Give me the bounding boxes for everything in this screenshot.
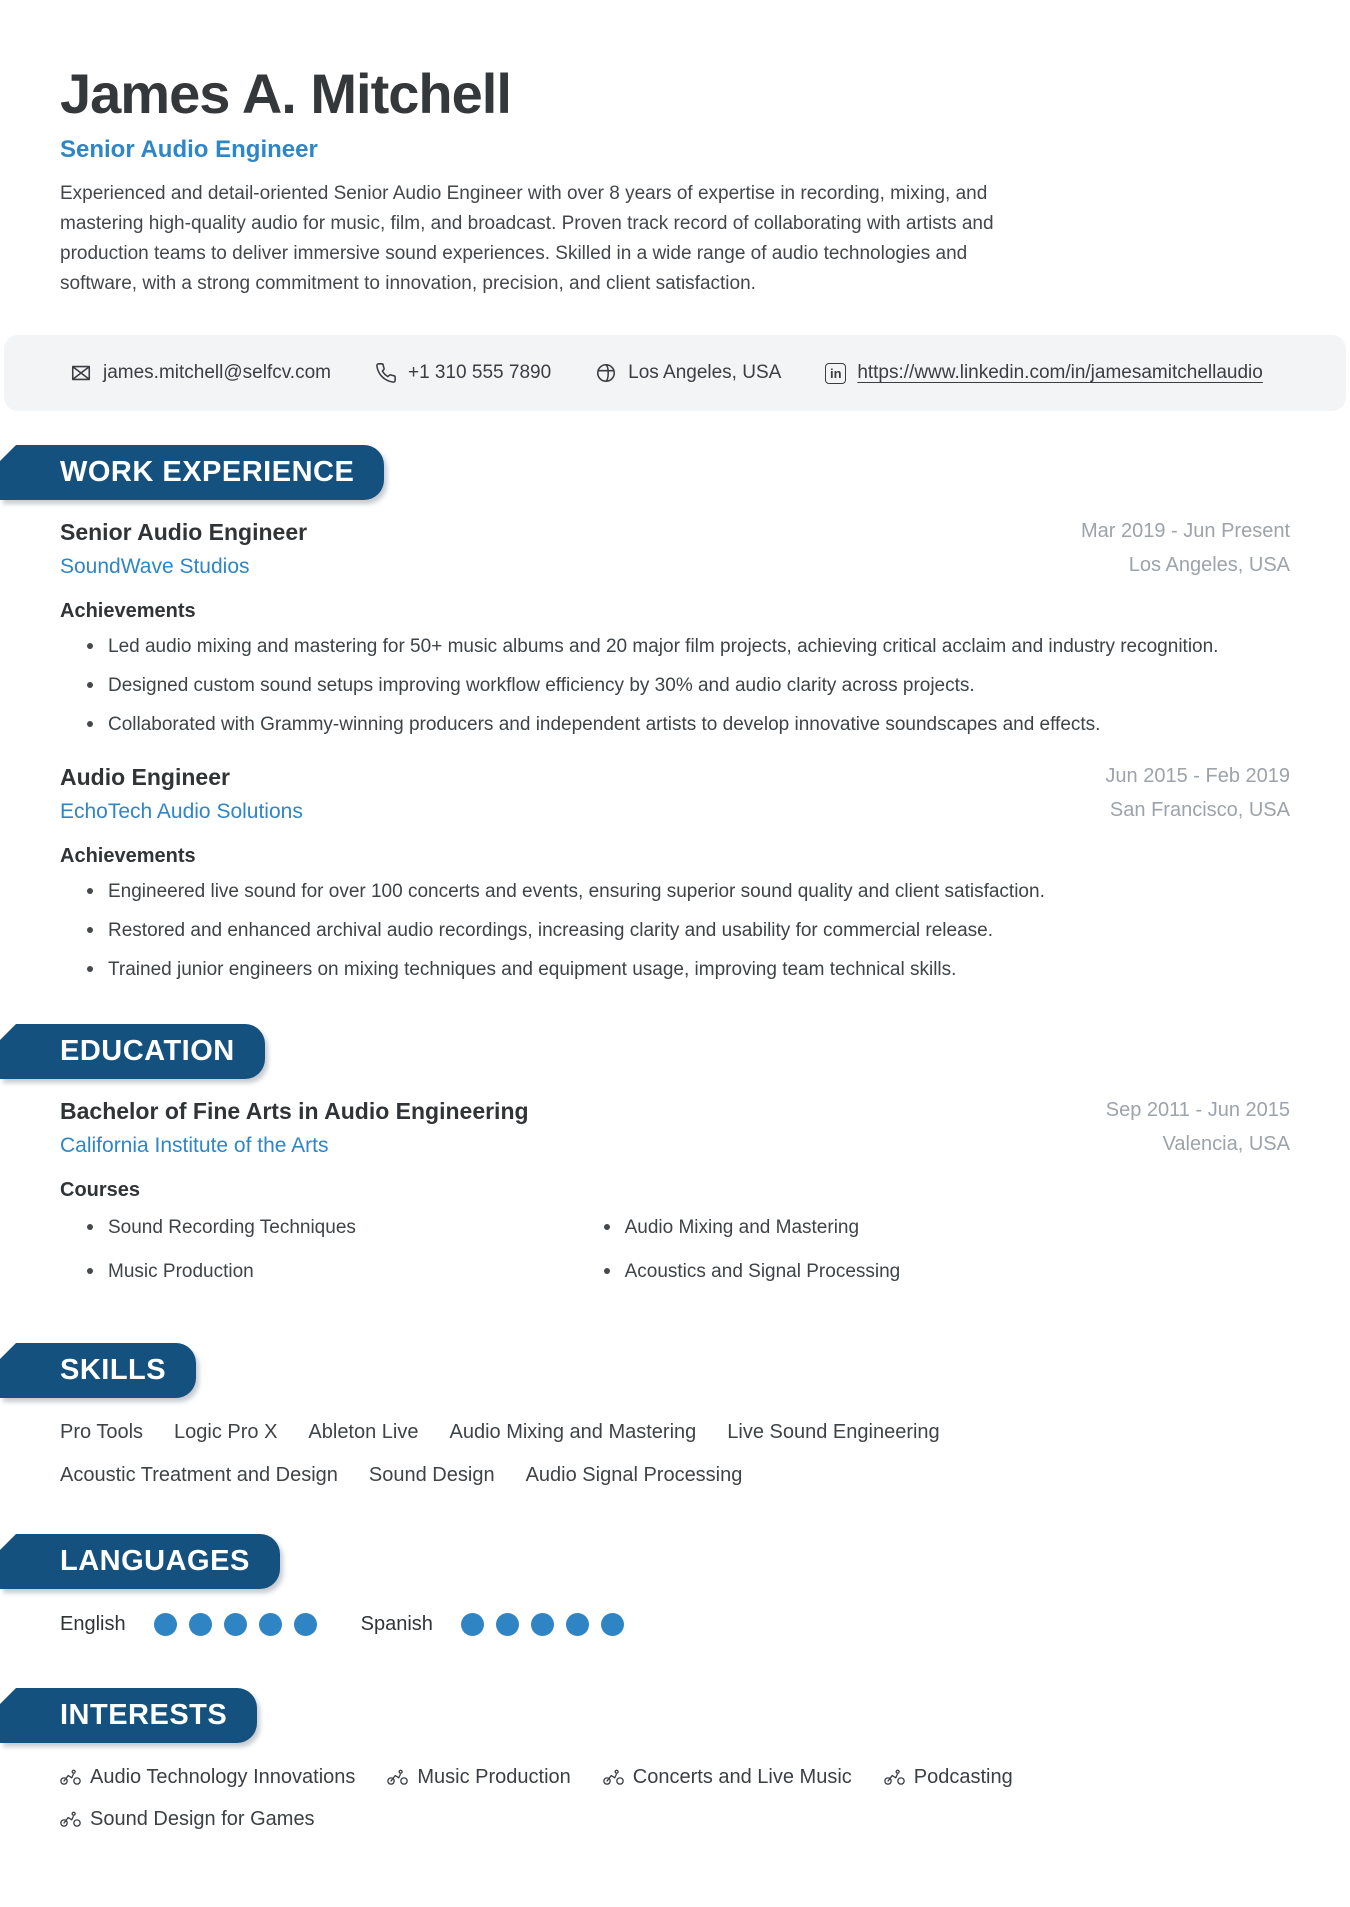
page-title: James A. Mitchell: [60, 62, 511, 125]
phone-icon: [375, 362, 397, 384]
level-dot: [259, 1613, 282, 1636]
contact-location: [595, 362, 781, 384]
interest-label: Concerts and Live Music: [632, 1766, 852, 1788]
courses-column-right: [577, 1213, 1290, 1301]
language-level-dots: [461, 1613, 624, 1636]
section-title-work-experience: WORK EXPERIENCE: [0, 445, 384, 500]
linkedin-link[interactable]: https://www.linkedin.com/in/jamesamitchellaudio: [857, 362, 1263, 383]
cyclist-icon: [884, 1769, 905, 1786]
course-item: Sound Recording Techniques: [108, 1213, 577, 1242]
contact-phone-text: +1 310 555 7890: [407, 362, 552, 383]
languages-row: [60, 1613, 1290, 1636]
interest-item: [884, 1763, 1013, 1792]
section-title-interests: INTERESTS: [0, 1688, 257, 1743]
interest-label: Audio Technology Innovations: [90, 1766, 356, 1788]
skill-item: Sound Design: [368, 1464, 495, 1486]
level-dot: [224, 1613, 247, 1636]
achievement-item: Engineered live sound for over 100 concerts and events, ensuring superior sound quality and client satisfaction.: [108, 877, 1290, 906]
email-icon: [70, 362, 92, 384]
education-entry: [60, 1099, 1290, 1301]
school-name: California Institute of the Arts: [60, 1134, 329, 1157]
section-title-education: EDUCATION: [0, 1024, 265, 1079]
interest-item: [387, 1763, 570, 1792]
job-dates: Mar 2019 - Jun Present: [1081, 520, 1290, 542]
interest-label: Music Production: [417, 1766, 571, 1788]
cyclist-icon: [387, 1769, 408, 1786]
level-dot: [189, 1613, 212, 1636]
education-dates: Sep 2011 - Jun 2015: [1105, 1099, 1290, 1121]
achievement-item: Trained junior engineers on mixing techniques and equipment usage, improving team technical skills.: [108, 955, 1290, 984]
skill-item: Ableton Live: [308, 1421, 419, 1443]
contact-email-text: james.mitchell@selfcv.com: [103, 362, 331, 383]
job-title: Audio Engineer: [60, 764, 230, 790]
courses-grid: [60, 1213, 1290, 1301]
interest-item: [60, 1763, 355, 1792]
job-headline: Senior Audio Engineer: [60, 136, 318, 163]
skill-item: Logic Pro X: [174, 1421, 278, 1443]
achievements-list: [60, 877, 1290, 984]
interests-list: [60, 1763, 1160, 1834]
course-item: Acoustics and Signal Processing: [625, 1257, 1290, 1286]
skill-item: Acoustic Treatment and Design: [60, 1464, 338, 1486]
courses-label: Courses: [60, 1179, 141, 1201]
achievement-item: Restored and enhanced archival audio recordings, increasing clarity and usability for commercial release.: [108, 916, 1290, 945]
job-entry: [60, 765, 1290, 984]
linkedin-icon: in: [825, 363, 846, 384]
degree-title: Bachelor of Fine Arts in Audio Engineering: [60, 1098, 529, 1124]
section-title-skills: SKILLS: [0, 1343, 196, 1398]
skill-item: Audio Mixing and Mastering: [449, 1421, 697, 1443]
language-item: [60, 1613, 317, 1636]
job-title: Senior Audio Engineer: [60, 519, 308, 545]
interest-label: Podcasting: [913, 1766, 1013, 1788]
job-entry: [60, 520, 1290, 739]
cyclist-icon: [603, 1769, 624, 1786]
skill-item: Audio Signal Processing: [525, 1464, 743, 1486]
language-item: [361, 1613, 624, 1636]
summary-text: Experienced and detail-oriented Senior Audio Engineer with over 8 years of expertise in recording, mixing, and mastering high-quality audio for music, film, and broadcast. Proven track record of collaborating with artists and production teams to deliver immersive sound experiences. Skilled in a wide range of audio technologies and software, with a strong commitment to innovation, precision, and client satisfaction.: [60, 183, 994, 294]
achievement-item: Led audio mixing and mastering for 50+ music albums and 20 major film projects, achieving critical acclaim and industry recognition.: [108, 632, 1290, 661]
level-dot: [461, 1613, 484, 1636]
job-location: Los Angeles, USA: [1128, 554, 1290, 576]
skill-item: Pro Tools: [60, 1421, 144, 1443]
course-item: Music Production: [108, 1257, 577, 1286]
interest-label: Sound Design for Games: [90, 1808, 315, 1830]
job-company: EchoTech Audio Solutions: [60, 800, 303, 823]
job-company: SoundWave Studios: [60, 555, 250, 578]
achievements-label: Achievements: [60, 845, 196, 867]
contact-location-text: Los Angeles, USA: [628, 362, 782, 383]
level-dot: [531, 1613, 554, 1636]
level-dot: [154, 1613, 177, 1636]
course-item: Audio Mixing and Mastering: [625, 1213, 1290, 1242]
contact-bar: [4, 335, 1346, 411]
contact-phone: [375, 362, 551, 384]
language-name: English: [60, 1613, 126, 1635]
contact-linkedin: [825, 362, 1263, 384]
job-location: San Francisco, USA: [1109, 799, 1290, 821]
achievement-item: Collaborated with Grammy-winning producers and independent artists to develop innovative soundscapes and effects.: [108, 710, 1290, 739]
language-level-dots: [154, 1613, 317, 1636]
cyclist-icon: [60, 1769, 81, 1786]
globe-icon: [595, 362, 617, 384]
section-title-languages: LANGUAGES: [0, 1534, 280, 1589]
level-dot: [566, 1613, 589, 1636]
interest-item: [603, 1763, 852, 1792]
skills-list: [60, 1418, 1040, 1490]
cyclist-icon: [60, 1811, 81, 1828]
skill-item: Live Sound Engineering: [727, 1421, 940, 1443]
interest-item: [60, 1805, 315, 1834]
achievement-item: Designed custom sound setups improving workflow efficiency by 30% and audio clarity across projects.: [108, 671, 1290, 700]
level-dot: [294, 1613, 317, 1636]
level-dot: [601, 1613, 624, 1636]
achievements-label: Achievements: [60, 600, 196, 622]
education-location: Valencia, USA: [1162, 1133, 1290, 1155]
job-dates: Jun 2015 - Feb 2019: [1105, 765, 1290, 787]
level-dot: [496, 1613, 519, 1636]
contact-email: [70, 362, 331, 384]
achievements-list: [60, 632, 1290, 739]
courses-column-left: [60, 1213, 577, 1301]
language-name: Spanish: [360, 1613, 433, 1635]
